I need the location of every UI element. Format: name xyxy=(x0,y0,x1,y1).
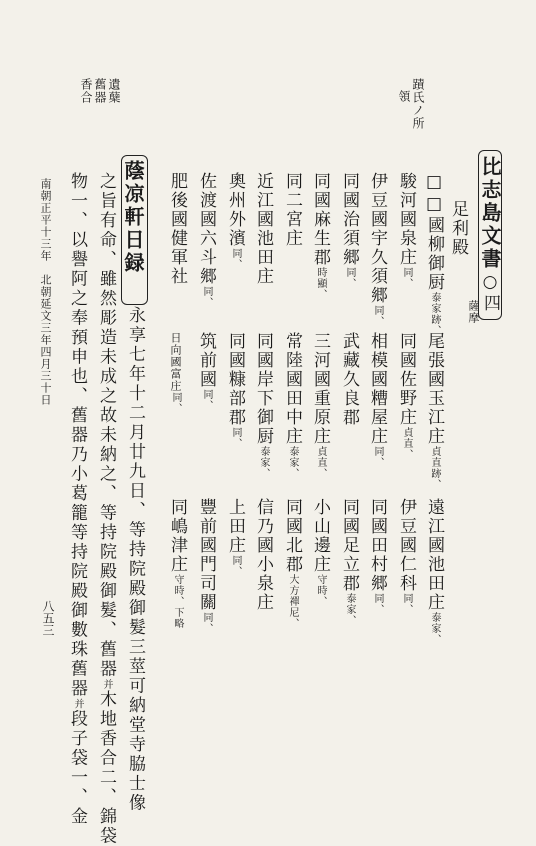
doc-line-8: 近江國池田庄 xyxy=(253,172,273,286)
doc-low-line-11: 同嶋津庄守時、下略 xyxy=(167,498,187,629)
section-region: 薩摩 xyxy=(467,300,480,324)
section2-line-2: 之旨有命、雖然彫造未成之故未納之、等持院殿御髮、舊器并木地香合二、錦袋 xyxy=(96,172,116,846)
margin-heading-right-1: 蹟氏ノ所 xyxy=(411,78,425,130)
doc-line-7: 同二宮庄 xyxy=(282,172,302,248)
section2-line-1: 永享七年十二月廿九日、等持院殿御髮三莖可納堂寺脇士像 xyxy=(125,306,145,813)
date-note: 南朝正平十三年 北朝延文三年四月三十日 xyxy=(39,178,52,406)
doc-line-1: 足利殿 xyxy=(448,200,468,257)
doc-line-9: 奧州外濱同、 xyxy=(225,172,245,270)
doc-low-line-8: 信乃國小泉庄 xyxy=(253,498,273,612)
doc-mid-line-11: 日向國富庄同、 xyxy=(169,332,182,414)
doc-line-10: 佐渡國六斗郷同、 xyxy=(196,172,216,308)
doc-low-line-7: 同國北郡大方禪尼、 xyxy=(282,498,302,629)
doc-mid-line-10: 筑前國同、 xyxy=(196,332,216,411)
doc-mid-line-4: 相模國糟屋庄同、 xyxy=(367,332,387,468)
margin-heading-left-1: 遺蘖 xyxy=(107,78,121,104)
doc-mid-line-6: 三河國重原庄貞直、 xyxy=(310,332,330,479)
margin-heading-left-2: 舊器 xyxy=(93,78,107,104)
section2-line-3: 物一、以譽阿之奉預申也、舊器乃小葛籠等持院殿御數珠舊器并段子袋一、金 xyxy=(67,172,87,827)
doc-low-line-10: 豐前國門司關同、 xyxy=(196,498,216,634)
doc-mid-line-3: 同國佐野庄貞直、 xyxy=(396,332,416,460)
doc-line-11: 肥後國健軍社 xyxy=(167,172,187,286)
doc-mid-line-9: 同國糠部郡同、 xyxy=(225,332,245,449)
margin-heading-right-2: 領 xyxy=(397,90,411,103)
margin-heading-left-3: 香合 xyxy=(79,78,93,104)
doc-mid-line-7: 常陸國田中庄泰家、 xyxy=(282,332,302,479)
doc-low-line-4: 同國田村郷同、 xyxy=(367,498,387,615)
doc-line-3: 駿河國泉庄同、 xyxy=(396,172,416,289)
doc-line-4: 伊豆國宇久須郷同、 xyxy=(367,172,387,327)
doc-low-line-5: 同國足立郡泰家、 xyxy=(339,498,359,626)
doc-mid-line-5: 武藏久良郡 xyxy=(339,332,359,427)
doc-line-5: 同國治須郷同、 xyxy=(339,172,359,289)
doc-line-6: 同國麻生郡時顯、 xyxy=(310,172,330,300)
doc-low-line-3: 伊豆國仁科同、 xyxy=(396,498,416,615)
doc-low-line-9: 上田庄同、 xyxy=(225,498,245,577)
doc-mid-line-8: 同國岸下御厨泰家、 xyxy=(253,332,273,479)
section2-title: 蔭凉軒日録 xyxy=(121,160,145,275)
doc-mid-line-2: 尾張國玉江庄貞直跡、 xyxy=(424,332,444,490)
section-title: 比志島文書 xyxy=(478,156,502,271)
doc-line-2: □□國柳御厨泰家跡、 xyxy=(424,172,444,336)
doc-low-line-6: 小山邊庄守時、 xyxy=(310,498,330,607)
doc-low-line-2: 遠江國池田庄泰家、 xyxy=(424,498,444,645)
page-number: 八五三 xyxy=(41,600,55,636)
section-number: ○四 xyxy=(480,272,500,313)
